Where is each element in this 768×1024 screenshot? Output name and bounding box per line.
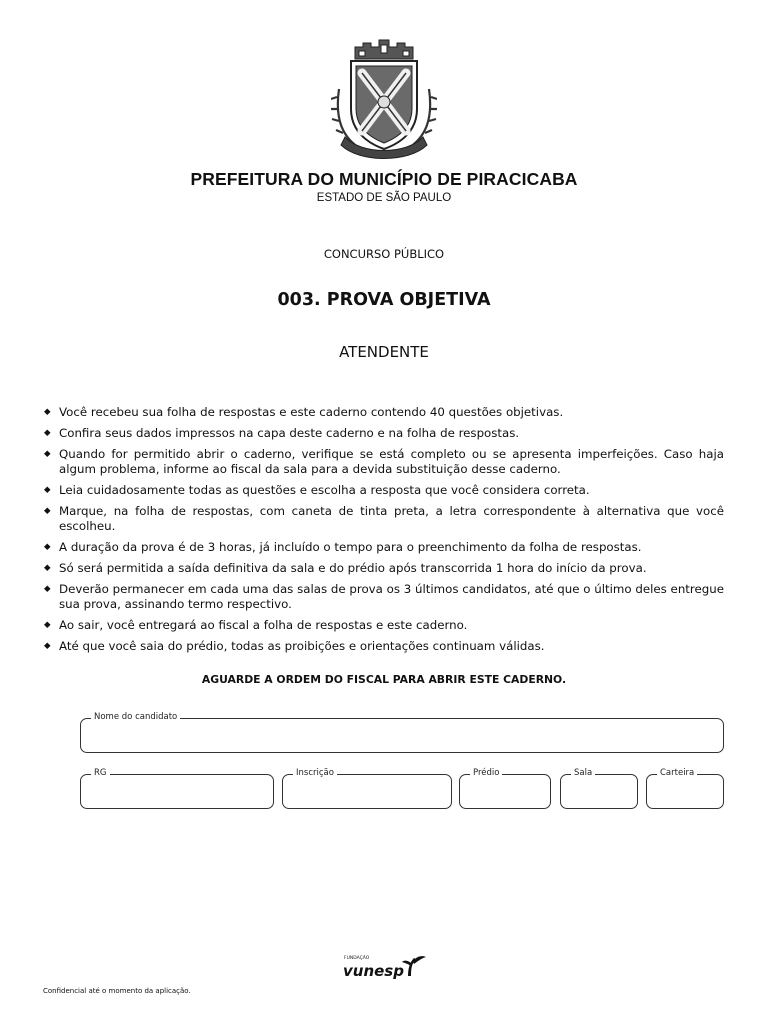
instruction-item — [44, 582, 724, 613]
instruction-item — [44, 483, 724, 499]
exam-title: 003. PROVA OBJETIVA — [277, 290, 491, 310]
diamond-bullet-icon: ◆ — [44, 505, 51, 516]
diamond-bullet-icon: ◆ — [44, 448, 51, 459]
instruction-text: Deverão permanecer em cada uma das salas de prova os 3 últimos candidatos, até que o último deles entregue sua prova, assinando termo respectivo. — [59, 581, 724, 612]
diamond-bullet-icon: ◆ — [44, 542, 51, 553]
logo-plant-icon — [402, 956, 426, 976]
instruction-item — [44, 504, 724, 535]
job-role: ATENDENTE — [339, 343, 429, 361]
diamond-bullet-icon: ◆ — [44, 427, 51, 438]
diamond-bullet-icon: ◆ — [44, 484, 51, 495]
instruction-text: Ao sair, você entregará ao fiscal a folha de respostas e este caderno. — [59, 618, 468, 633]
instruction-text: Até que você saia do prédio, todas as proibições e orientações continuam válidas. — [59, 638, 545, 653]
diamond-bullet-icon: ◆ — [44, 583, 51, 594]
instruction-text: Leia cuidadosamente todas as questões e escolha a resposta que você considera correta. — [59, 482, 590, 497]
instruction-item — [44, 405, 724, 421]
instruction-text: Confira seus dados impressos na capa deste caderno e na folha de respostas. — [59, 425, 520, 440]
instruction-text: Marque, na folha de respostas, com caneta de tinta preta, a letra correspondente à alternativa que você escolheu. — [59, 503, 724, 534]
sala-label: Sala — [571, 768, 595, 779]
logo-main-text: vunesp — [343, 962, 404, 980]
predio-field[interactable] — [459, 768, 551, 809]
carteira-field[interactable] — [646, 768, 724, 809]
instruction-item — [44, 561, 724, 577]
diamond-bullet-icon: ◆ — [44, 620, 51, 631]
carteira-label: Carteira — [657, 768, 697, 779]
sala-field[interactable] — [560, 768, 638, 809]
instruction-text: Só será permitida a saída definitiva da sala e do prédio após transcorrida 1 hora do início da prova. — [59, 560, 647, 575]
candidate-name-field[interactable] — [80, 712, 724, 753]
candidate-name-label: Nome do candidato — [91, 712, 180, 723]
wait-notice: AGUARDE A ORDEM DO FISCAL PARA ABRIR ESTE CADERNO. — [201, 673, 567, 686]
diamond-bullet-icon: ◆ — [44, 562, 51, 573]
inscricao-label: Inscrição — [293, 768, 337, 779]
instruction-text: A duração da prova é de 3 horas, já incluído o tempo para o preenchimento da folha de respostas. — [59, 540, 642, 555]
confidential-note: Confidencial até o momento da aplicação. — [43, 987, 191, 995]
instruction-item — [44, 639, 724, 655]
organization-name: PREFEITURA DO MUNICÍPIO DE PIRACICABA — [190, 169, 578, 189]
diamond-bullet-icon: ◆ — [44, 407, 51, 417]
instruction-item — [44, 540, 724, 556]
inscricao-field[interactable] — [282, 768, 452, 809]
predio-label: Prédio — [470, 768, 502, 779]
logo-small-text: FUNDAÇÃO — [344, 956, 370, 961]
instruction-item — [44, 447, 724, 478]
vunesp-logo — [342, 952, 430, 980]
instruction-text: Quando for permitido abrir o caderno, verifique se está completo ou se apresenta imperfeições. Caso haja algum problema, informe ao fiscal da sala para a devida substituição desse caderno. — [59, 446, 724, 477]
rg-field[interactable] — [80, 768, 274, 809]
rg-label: RG — [91, 768, 110, 779]
organization-state: ESTADO DE SÃO PAULO — [316, 192, 452, 204]
instruction-item — [44, 618, 724, 634]
instruction-text: Você recebeu sua folha de respostas e este caderno contendo 40 questões objetivas. — [59, 405, 564, 419]
instruction-item — [44, 426, 724, 442]
crest-crown — [355, 40, 413, 59]
contest-label: CONCURSO PÚBLICO — [323, 247, 445, 261]
instructions-list — [44, 405, 724, 660]
diamond-bullet-icon: ◆ — [44, 640, 51, 651]
municipal-crest-logo — [331, 37, 437, 161]
